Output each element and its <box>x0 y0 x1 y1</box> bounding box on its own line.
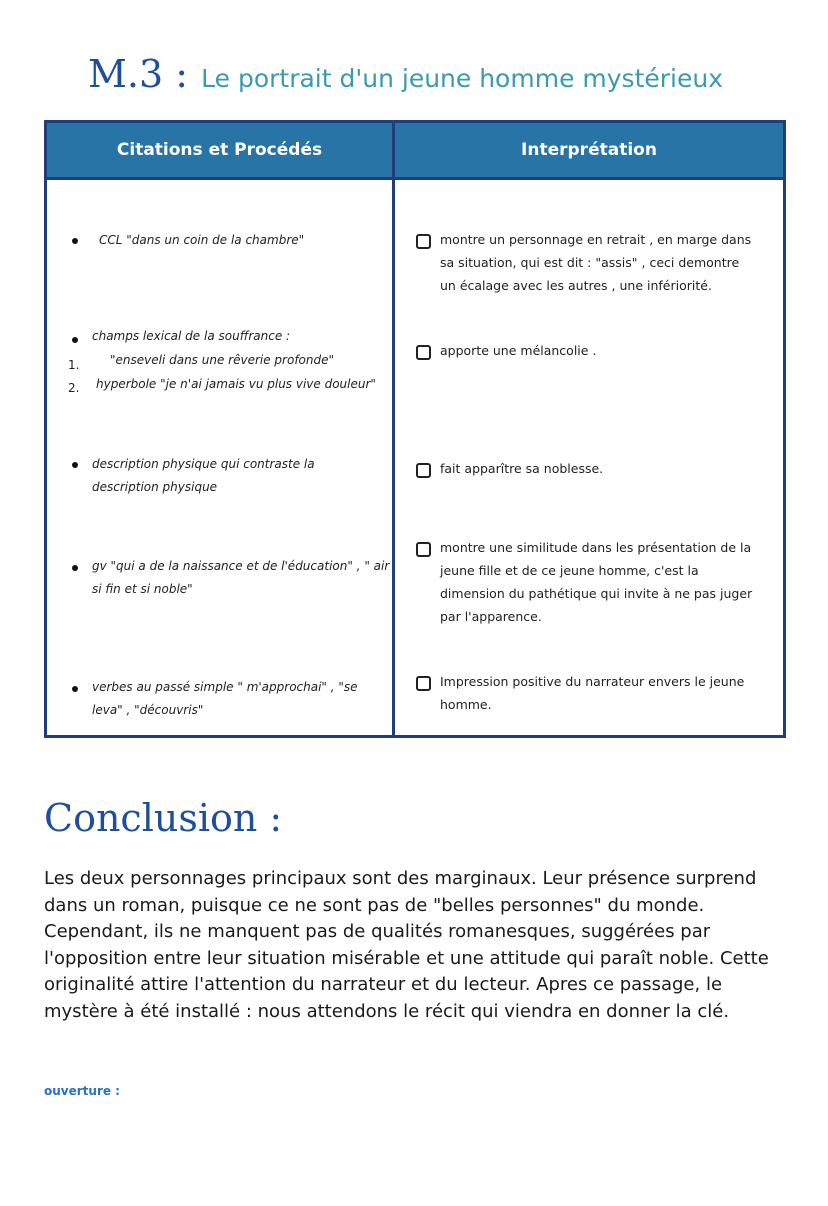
conclusion-line: dans un roman, puisque ce ne sont pas de "belles personnes" du monde. <box>44 894 705 916</box>
citation-row-2-line-1: champs lexical de la souffrance : <box>92 329 291 343</box>
ouverture-label: ouverture : <box>44 1084 120 1098</box>
interpretation-row-4-line-3: dimension du pathétique qui invite à ne pas juger <box>440 586 753 601</box>
citation-row-5-line-1: verbes au passé simple " m'approchai" , "se <box>92 680 358 694</box>
citation-row-1-line-1: CCL "dans un coin de la chambre" <box>99 233 305 247</box>
citation-row-4-line-1: gv "qui a de la naissance et de l'éducation" , " air <box>92 559 390 573</box>
header-citations: Citations et Procédés <box>116 140 323 160</box>
interpretation-row-2-line-1: apporte une mélancolie . <box>440 343 597 358</box>
interpretation-row-4-line-4: par l'apparence. <box>440 609 542 624</box>
bullet-icon <box>72 238 78 244</box>
checkbox-icon[interactable] <box>416 463 431 478</box>
citation-row-2-sub-2: hyperbole "je n'ai jamais vu plus vive douleur" <box>96 377 376 391</box>
checkbox-icon[interactable] <box>416 676 431 691</box>
conclusion-line: Les deux personnages principaux sont des marginaux. Leur présence surprend <box>44 868 757 889</box>
conclusion-line: Cependant, ils ne manquent pas de qualités romanesques, suggérées par <box>44 921 711 942</box>
module-subtitle: Le portrait d'un jeune homme mystérieux <box>201 64 723 93</box>
interpretation-row-3-line-1: fait apparître sa noblesse. <box>440 461 604 476</box>
page-title <box>88 52 808 100</box>
header-interpretation: Interprétation <box>521 140 657 160</box>
bullet-icon <box>72 686 78 692</box>
citation-row-3-line-2: description physique <box>92 480 218 494</box>
interpretation-row-4-line-2: jeune fille et de ce jeune homme, c'est la <box>440 563 699 578</box>
list-number: 2. <box>68 381 80 395</box>
module-code: M.3 : <box>88 52 189 96</box>
citation-row-3-line-1: description physique qui contraste la <box>92 457 315 471</box>
conclusion-line: l'opposition entre leur situation misérable et une attitude qui paraît noble. Cette <box>44 947 769 969</box>
column-divider <box>392 123 395 735</box>
list-number: 1. <box>68 358 80 372</box>
conclusion-title: Conclusion : <box>44 796 283 840</box>
bullet-icon <box>72 462 78 468</box>
interpretation-row-5-line-1: Impression positive du narrateur envers le jeune <box>440 674 745 689</box>
checkbox-icon[interactable] <box>416 345 431 360</box>
interpretation-row-4-line-1: montre une similitude dans les présentation de la <box>440 540 752 555</box>
interpretation-row-1-line-1: montre un personnage en retrait , en marge dans <box>440 232 752 247</box>
table-header <box>47 123 783 180</box>
citation-row-4-line-2: si fin et si noble" <box>92 582 193 596</box>
checkbox-icon[interactable] <box>416 542 431 557</box>
interpretation-row-1-line-2: sa situation, qui est dit : "assis" , ceci demontre <box>440 255 740 270</box>
checkbox-icon[interactable] <box>416 234 431 249</box>
interpretation-row-5-line-2: homme. <box>440 697 492 712</box>
conclusion-line: originalité attire l'attention du narrateur et du lecteur. Apres ce passage, le <box>44 974 723 995</box>
bullet-icon <box>72 337 78 343</box>
conclusion-line: mystère à été installé : nous attendons le récit qui viendra en donner la clé. <box>44 1000 730 1022</box>
citation-row-5-line-2: leva" , "découvris" <box>92 703 204 717</box>
analysis-table <box>44 120 786 738</box>
bullet-icon <box>72 565 78 571</box>
conclusion-paragraph <box>44 866 789 1025</box>
citation-row-2-sub-1: "enseveli dans une rêverie profonde" <box>110 353 335 367</box>
interpretation-row-1-line-3: un écalage avec les autres , une infériorité. <box>440 278 712 293</box>
